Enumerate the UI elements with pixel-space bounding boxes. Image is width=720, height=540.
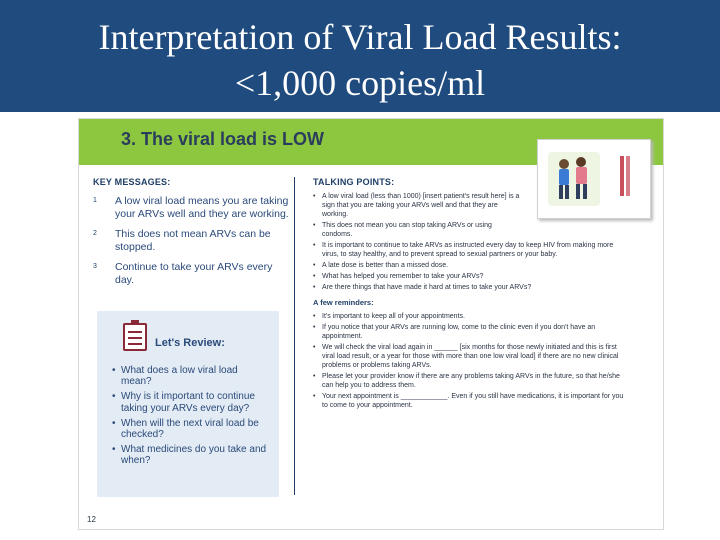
document-page — [78, 118, 664, 530]
key-message-text: Continue to take your ARVs every day. — [115, 261, 273, 286]
talking-point: • It is important to continue to take ARVs as instructed every day to keep HIV from making more virus, to stay healthy, and to prevent spread to sexual partners or your baby. — [313, 241, 631, 259]
key-message-number: 3 — [93, 263, 97, 270]
review-question: • When will the next viral load be checked? — [121, 418, 271, 440]
review-question: • Why is it important to continue taking your ARVs every day? — [121, 391, 271, 413]
page-number: 12 — [87, 515, 96, 524]
reminder-item: • Please let your provider know if there are any problems taking ARVs in the future, so that he/she can help you to address them. — [313, 372, 631, 390]
clipboard-icon — [123, 323, 147, 351]
column-divider — [294, 177, 295, 495]
reminders-list — [313, 312, 631, 410]
family-photo — [537, 139, 651, 219]
key-message-text: A low viral load means you are taking your ARVs well and they are working. — [115, 195, 289, 220]
review-question: • What does a low viral load mean? — [121, 365, 271, 387]
talking-point: • A low viral load (less than 1000) [insert patient's result here] is a sign that you are taking your ARVs well and that they are working. — [313, 192, 523, 219]
talking-point: • What has helped you remember to take your ARVs? — [313, 272, 631, 281]
key-message-item — [93, 261, 293, 286]
key-message-item — [93, 228, 293, 253]
slide-title-line2: <1,000 copies/ml — [234, 63, 486, 103]
talking-point: • Are there things that have made it hard at times to take your ARVs? — [313, 283, 631, 292]
family-photo-icon — [538, 140, 652, 220]
reminder-item: • We will check the viral load again in ______ [six months for those newly initiated and this is first viral load result, or a year for those with more than one low viral load] if there are no new clinical problems or problems taking ARVs. — [313, 343, 631, 370]
reminders-heading: A few reminders: — [313, 298, 374, 307]
review-question-list — [121, 365, 271, 471]
talking-point: • A late dose is better than a missed dose. — [313, 261, 631, 270]
key-message-number: 1 — [93, 197, 97, 204]
key-messages-column — [93, 177, 293, 467]
slide-title — [0, 0, 720, 112]
talking-points-heading: TALKING POINTS: — [313, 177, 395, 187]
lets-review-box — [97, 311, 279, 497]
lets-review-title: Let's Review: — [155, 337, 225, 349]
reminder-item: • It's important to keep all of your appointments. — [313, 312, 631, 321]
slide-title-line1: Interpretation of Viral Load Results: — [98, 17, 622, 57]
talking-point: • This does not mean you can stop taking ARVs or using condoms. — [313, 221, 523, 239]
key-message-number: 2 — [93, 230, 97, 237]
reminder-item: • Your next appointment is ____________. Even if you still have medications, it is important for you to come to your appointment. — [313, 392, 631, 410]
key-message-text: This does not mean ARVs can be stopped. — [115, 228, 271, 253]
key-message-item — [93, 195, 293, 220]
review-question: • What medicines do you take and when? — [121, 444, 271, 466]
document-header: 3. The viral load is LOW — [79, 119, 663, 165]
key-messages-heading: KEY MESSAGES: — [93, 177, 171, 187]
reminder-item: • If you notice that your ARVs are running low, come to the clinic even if you don't have an appointment. — [313, 323, 631, 341]
